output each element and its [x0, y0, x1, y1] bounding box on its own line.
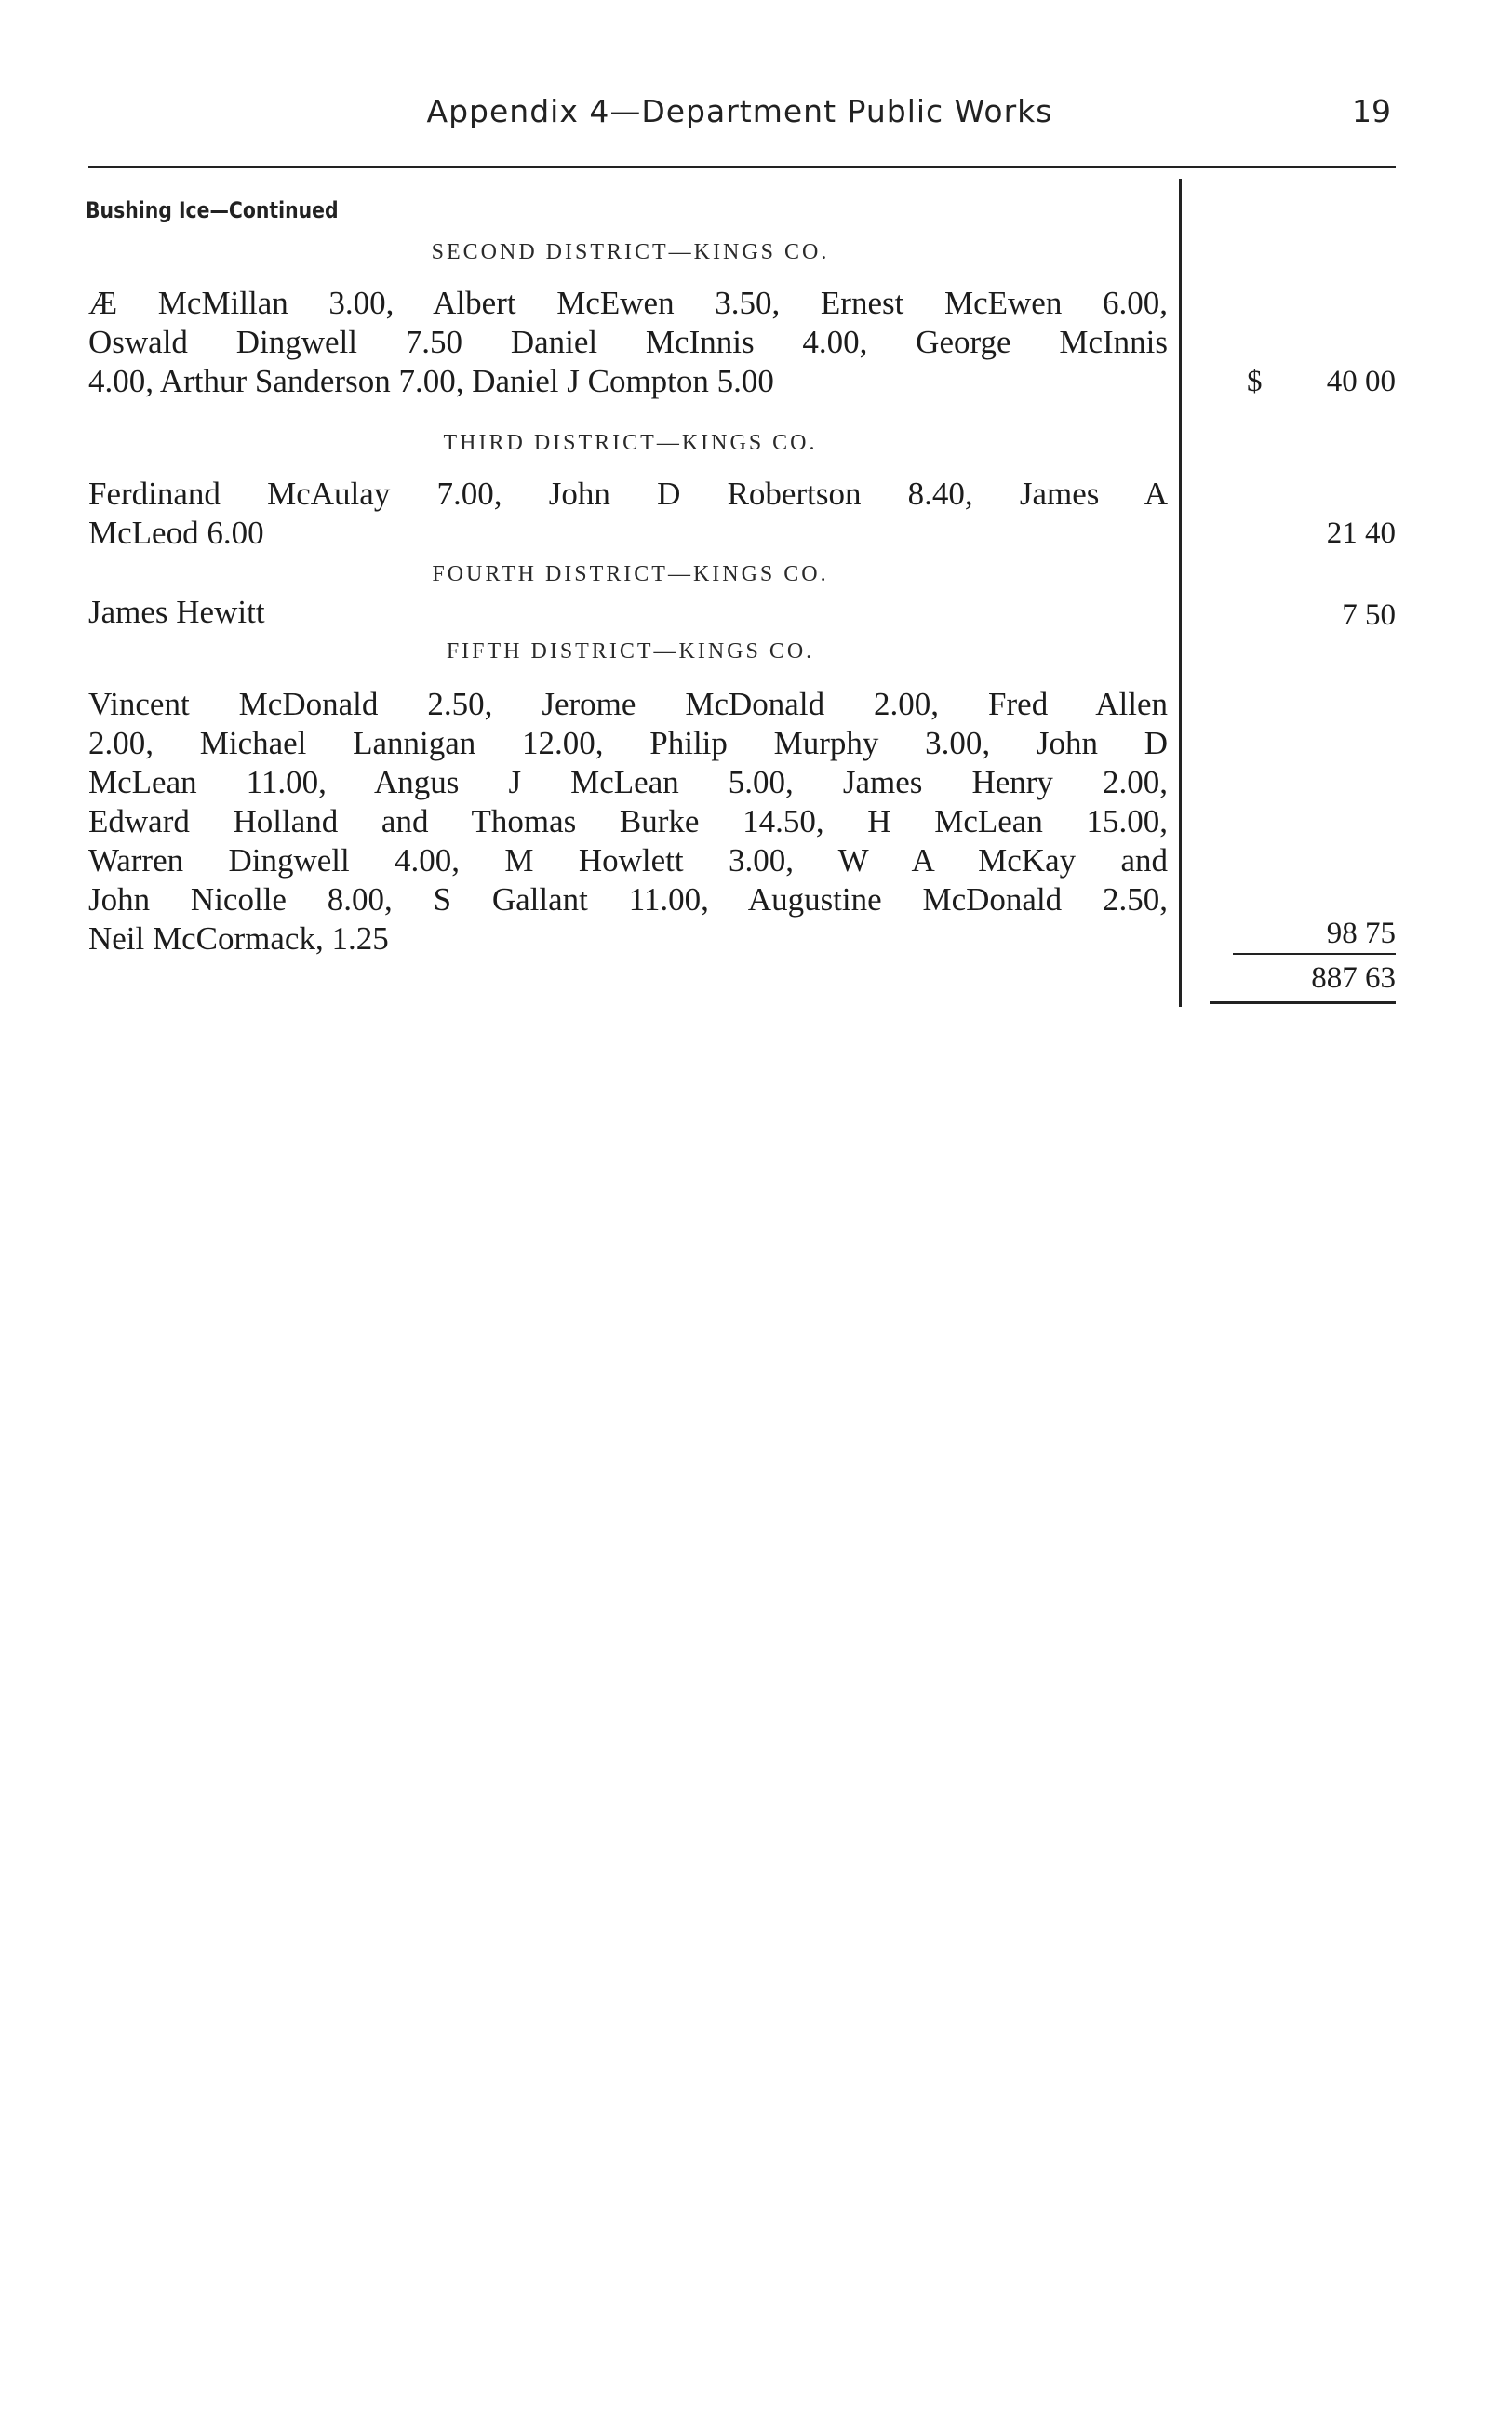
district-heading-third: THIRD DISTRICT—KINGS CO. — [443, 431, 818, 455]
entry-line: Oswald Dingwell 7.50 Daniel McInnis 4.00, George McInnis — [88, 324, 1168, 360]
running-header — [88, 93, 1391, 145]
entry-line: Neil McCormack, 1.25 — [88, 920, 389, 957]
district-amount-fourth: 7 50 — [1342, 598, 1396, 632]
entry-line: Ferdinand McAulay 7.00, John D Robertson 8.40, James A — [88, 476, 1168, 512]
amount-value: 40 00 — [1326, 365, 1396, 398]
district-entry-fourth — [88, 593, 1168, 632]
district-heading-second: SECOND DISTRICT—KINGS CO. — [431, 240, 830, 264]
entry-line: Warren Dingwell 4.00, M Howlett 3.00, W A McKay and — [88, 842, 1168, 879]
entry-line: James Hewitt — [88, 594, 265, 630]
entry-line: John Nicolle 8.00, S Gallant 11.00, Augustine McDonald 2.50, — [88, 881, 1168, 918]
entry-line: Æ McMillan 3.00, Albert McEwen 3.50, Ernest McEwen 6.00, — [88, 285, 1168, 321]
district-amount-third: 21 40 — [1326, 516, 1396, 550]
total-rule — [1210, 1001, 1396, 1004]
district-heading-fourth: FOURTH DISTRICT—KINGS CO. — [432, 562, 829, 586]
entry-line: McLeod 6.00 — [88, 515, 264, 551]
grand-total: 887 63 — [1311, 961, 1396, 995]
district-entry-fifth — [88, 685, 1168, 959]
running-title: Appendix 4—Department Public Works — [426, 93, 1053, 129]
entry-line: Edward Holland and Thomas Burke 14.50, H McLean 15.00, — [88, 803, 1168, 839]
entry-line: McLean 11.00, Angus J McLean 5.00, James Henry 2.00, — [88, 764, 1168, 800]
district-entry-second — [88, 284, 1168, 401]
district-heading-fifth: FIFTH DISTRICT—KINGS CO. — [446, 639, 815, 664]
page-number: 19 — [1352, 93, 1391, 129]
amount-column-rule — [1179, 179, 1182, 1007]
district-amount-fifth: 98 75 — [1326, 917, 1396, 950]
entry-line: 2.00, Michael Lannigan 12.00, Philip Murphy 3.00, John D — [88, 725, 1168, 761]
header-rule — [88, 166, 1396, 168]
district-amount-second — [1210, 362, 1396, 401]
dollar-sign: $ — [1247, 365, 1263, 398]
subtotal-rule — [1233, 953, 1396, 955]
section-title: Bushing Ice—Continued — [86, 197, 339, 223]
entry-line: Vincent McDonald 2.50, Jerome McDonald 2.00, Fred Allen — [88, 686, 1168, 722]
district-entry-third — [88, 475, 1168, 553]
entry-line: 4.00, Arthur Sanderson 7.00, Daniel J Compton 5.00 — [88, 363, 774, 399]
